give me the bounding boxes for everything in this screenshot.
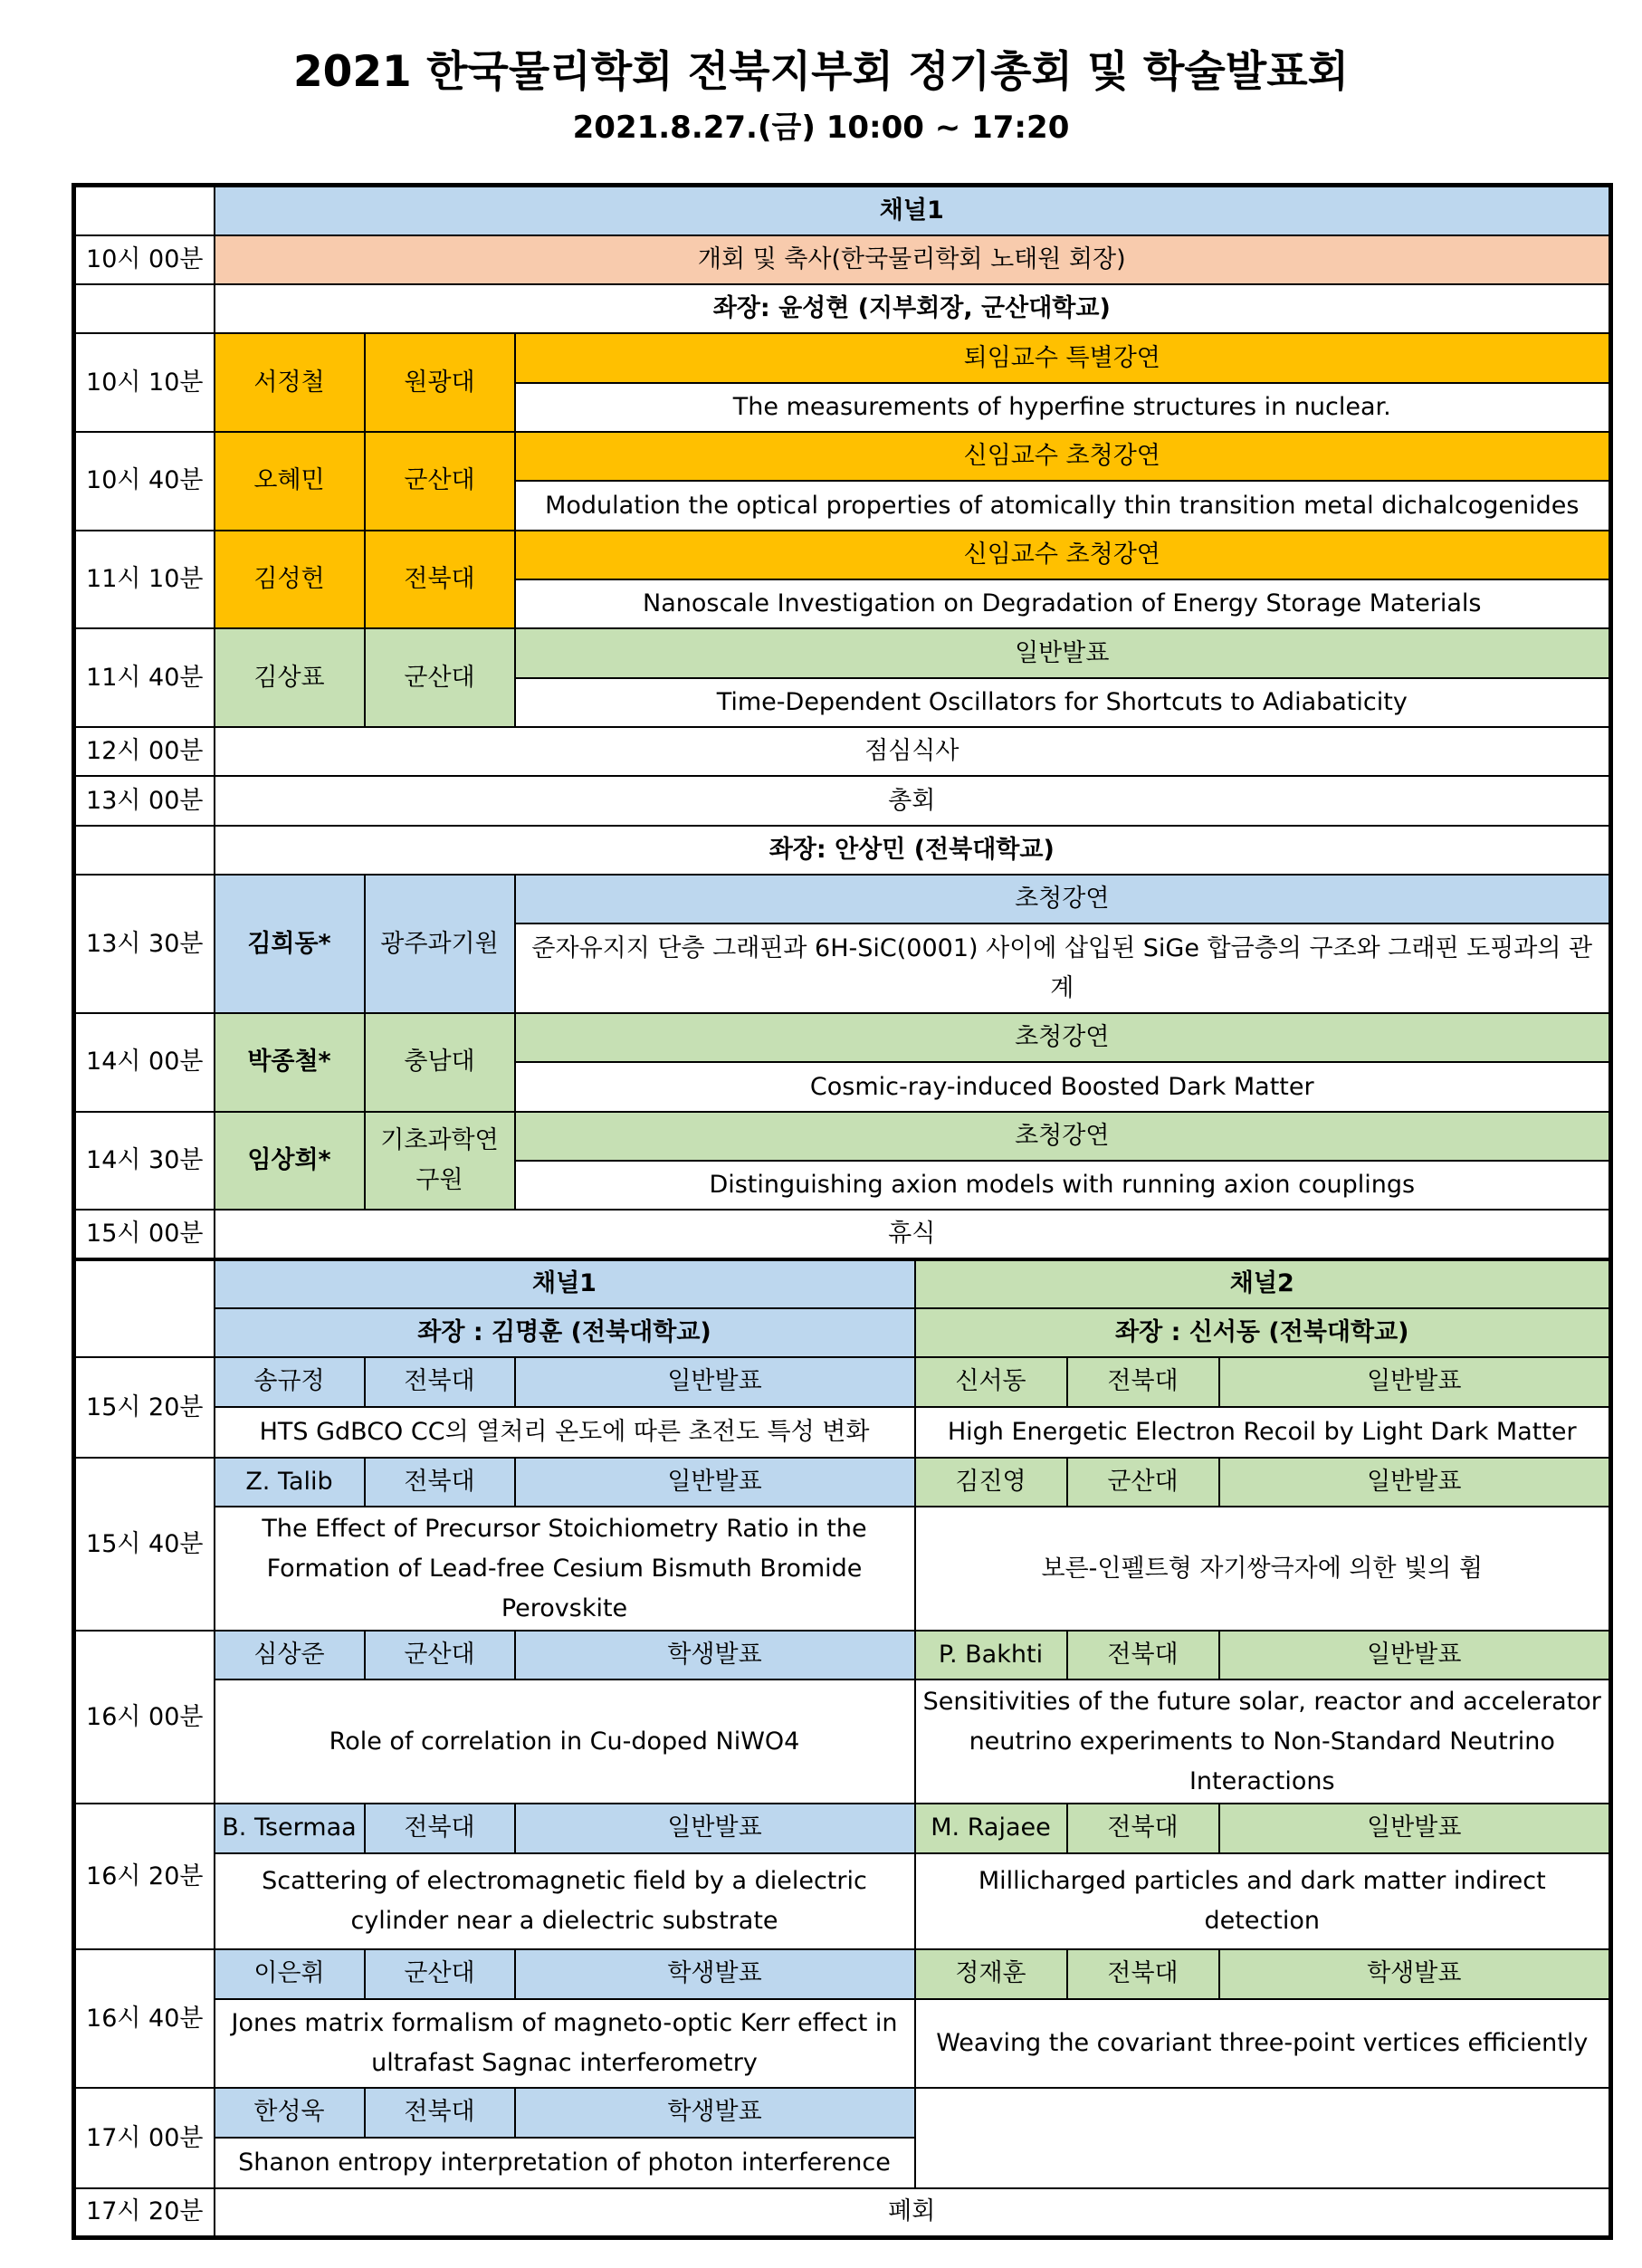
opening-cell: 개회 및 축사(한국물리학회 노태원 회장): [215, 235, 1611, 284]
affiliation-cell: 군산대: [365, 432, 515, 531]
speaker-cell: Z. Talib: [215, 1458, 365, 1507]
talk-type-cell: 퇴임교수 특별강연: [515, 333, 1611, 382]
speaker-cell: 한성욱: [215, 2088, 365, 2137]
talk-row: [74, 531, 1611, 579]
chair-afternoon: 좌장: 안상민 (전북대학교): [215, 826, 1611, 875]
affiliation-cell: 전북대: [1067, 1804, 1219, 1852]
talk-row: [74, 1804, 1611, 1852]
talk-type-cell: 일반발표: [515, 1357, 915, 1406]
talk-type-cell: 학생발표: [1219, 1949, 1611, 1998]
talk-type-cell: 초청강연: [515, 875, 1611, 923]
time-cell: 10시 10분: [74, 333, 215, 432]
talk-row: [74, 1458, 1611, 1507]
speaker-cell: P. Bakhti: [915, 1631, 1067, 1679]
affiliation-cell: 기초과학연구원: [365, 1112, 515, 1211]
time-cell: [74, 284, 215, 333]
talk-title-cell: High Energetic Electron Recoil by Light Dark Matter: [915, 1407, 1611, 1458]
time-cell: 17시 20분: [74, 2188, 215, 2238]
time-header-cell: [74, 186, 215, 235]
talk-row: [74, 1357, 1611, 1406]
channel1-header: 채널1: [215, 186, 1611, 235]
talk-title-cell: The Effect of Precursor Stoichiometry Ratio in the Formation of Lead-free Cesium Bismuth Bromide Perovskite: [215, 1507, 915, 1631]
speaker-cell: 박종철*: [215, 1013, 365, 1112]
talk-row: [74, 2088, 1611, 2137]
talk-type-cell: 일반발표: [1219, 1631, 1611, 1679]
lunch-cell: 점심식사: [215, 727, 1611, 776]
speaker-cell: 김상표: [215, 628, 365, 727]
talk-title-cell: The measurements of hyperfine structures in nuclear.: [515, 383, 1611, 432]
time-cell: [74, 1259, 215, 1358]
time-cell: 16시 40분: [74, 1949, 215, 2088]
page-title: 2021 한국물리학회 전북지부회 정기총회 및 학술발표회: [292, 47, 1350, 97]
talk-row: [74, 1013, 1611, 1062]
talk-title-cell: Scattering of electromagnetic field by a dielectric cylinder near a dielectric substrate: [215, 1853, 915, 1950]
empty-slot-cell: [915, 2088, 1611, 2188]
talk-title-cell: Nanoscale Investigation on Degradation of Energy Storage Materials: [515, 579, 1611, 628]
speaker-cell: B. Tsermaa: [215, 1804, 365, 1852]
affiliation-cell: 전북대: [1067, 1631, 1219, 1679]
speaker-cell: 심상준: [215, 1631, 365, 1679]
talk-title-cell: 보른-인펠트형 자기쌍극자에 의한 빛의 휨: [915, 1507, 1611, 1631]
talk-type-cell: 일반발표: [1219, 1804, 1611, 1852]
break-cell: 휴식: [215, 1210, 1611, 1258]
time-cell: 15시 00분: [74, 1210, 215, 1258]
talk-title-cell: Role of correlation in Cu-doped NiWO4: [215, 1679, 915, 1804]
talk-title-cell: 준자유지지 단층 그래핀과 6H-SiC(0001) 사이에 삽입된 SiGe 합금층의 구조와 그래핀 도핑과의 관계: [515, 923, 1611, 1013]
talk-type-cell: 학생발표: [515, 1949, 915, 1998]
talk-type-cell: 학생발표: [515, 2088, 915, 2137]
time-cell: 11시 40분: [74, 628, 215, 727]
affiliation-cell: 광주과기원: [365, 875, 515, 1013]
speaker-cell: 김희동*: [215, 875, 365, 1013]
talk-type-cell: 초청강연: [515, 1013, 1611, 1062]
time-cell: 10시 00분: [74, 235, 215, 284]
talk-type-cell: 일반발표: [515, 628, 1611, 677]
time-cell: 11시 10분: [74, 531, 215, 629]
speaker-cell: 신서동: [915, 1357, 1067, 1406]
talk-title-cell: Millicharged particles and dark matter indirect detection: [915, 1853, 1611, 1950]
time-cell: 13시 00분: [74, 776, 215, 825]
speaker-cell: 이은휘: [215, 1949, 365, 1998]
affiliation-cell: 군산대: [1067, 1458, 1219, 1507]
affiliation-cell: 군산대: [365, 1631, 515, 1679]
event-date: 2021.8.27.(금) 10:00 ~ 17:20: [572, 110, 1070, 146]
time-cell: 13시 30분: [74, 875, 215, 1013]
talk-title-cell: Cosmic-ray-induced Boosted Dark Matter: [515, 1062, 1611, 1111]
talk-type-cell: 신임교수 초청강연: [515, 432, 1611, 481]
talk-type-cell: 일반발표: [1219, 1357, 1611, 1406]
talk-row: [74, 432, 1611, 481]
speaker-cell: 서정철: [215, 333, 365, 432]
talk-title-cell: Jones matrix formalism of magneto-optic Kerr effect in ultrafast Sagnac interferometry: [215, 1999, 915, 2089]
channel1-parallel-header: 채널1: [215, 1259, 915, 1308]
chair-channel1: 좌장 : 김명훈 (전북대학교): [215, 1308, 915, 1357]
time-cell: [74, 826, 215, 875]
speaker-cell: 오혜민: [215, 432, 365, 531]
time-cell: 10시 40분: [74, 432, 215, 531]
time-cell: 14시 30분: [74, 1112, 215, 1211]
time-cell: 14시 00분: [74, 1013, 215, 1112]
time-cell: 16시 00분: [74, 1631, 215, 1804]
talk-row: [74, 1631, 1611, 1679]
time-cell: 17시 00분: [74, 2088, 215, 2188]
channel2-parallel-header: 채널2: [915, 1259, 1611, 1308]
talk-type-cell: 학생발표: [515, 1631, 915, 1679]
talk-title-cell: Sensitivities of the future solar, reactor and accelerator neutrino experiments to Non-Standard Neutrino Interactions: [915, 1679, 1611, 1804]
talk-title-cell: Weaving the covariant three-point vertices efficiently: [915, 1999, 1611, 2089]
time-cell: 12시 00분: [74, 727, 215, 776]
talk-title-cell: Time-Dependent Oscillators for Shortcuts to Adiabaticity: [515, 678, 1611, 727]
talk-row: [74, 1112, 1611, 1161]
speaker-cell: 임상희*: [215, 1112, 365, 1211]
time-cell: 16시 20분: [74, 1804, 215, 1949]
assembly-cell: 총회: [215, 776, 1611, 825]
affiliation-cell: 충남대: [365, 1013, 515, 1112]
talk-type-cell: 초청강연: [515, 1112, 1611, 1161]
talk-type-cell: 일반발표: [515, 1458, 915, 1507]
talk-title-cell: Modulation the optical properties of atomically thin transition metal dichalcogenides: [515, 481, 1611, 530]
talk-title-cell: HTS GdBCO CC의 열처리 온도에 따른 초전도 특성 변화: [215, 1407, 915, 1458]
speaker-cell: 정재훈: [915, 1949, 1067, 1998]
affiliation-cell: 전북대: [365, 1357, 515, 1406]
chair-morning: 좌장: 윤성현 (지부회장, 군산대학교): [215, 284, 1611, 333]
speaker-cell: 김성헌: [215, 531, 365, 629]
time-cell: 15시 20분: [74, 1357, 215, 1458]
talk-type-cell: 일반발표: [515, 1804, 915, 1852]
speaker-cell: 김진영: [915, 1458, 1067, 1507]
affiliation-cell: 군산대: [365, 1949, 515, 1998]
talk-type-cell: 일반발표: [1219, 1458, 1611, 1507]
speaker-cell: M. Rajaee: [915, 1804, 1067, 1852]
affiliation-cell: 전북대: [365, 1458, 515, 1507]
talk-row: [74, 628, 1611, 677]
affiliation-cell: 전북대: [365, 1804, 515, 1852]
talk-row: [74, 875, 1611, 923]
chair-channel2: 좌장 : 신서동 (전북대학교): [915, 1308, 1611, 1357]
schedule-table: [72, 183, 1613, 2240]
talk-row: [74, 1949, 1611, 1998]
speaker-cell: 송규정: [215, 1357, 365, 1406]
affiliation-cell: 원광대: [365, 333, 515, 432]
talk-title-cell: Distinguishing axion models with running axion couplings: [515, 1161, 1611, 1210]
affiliation-cell: 군산대: [365, 628, 515, 727]
affiliation-cell: 전북대: [1067, 1949, 1219, 1998]
talk-row: [74, 333, 1611, 382]
talk-type-cell: 신임교수 초청강연: [515, 531, 1611, 579]
time-cell: 15시 40분: [74, 1458, 215, 1631]
affiliation-cell: 전북대: [365, 531, 515, 629]
affiliation-cell: 전북대: [1067, 1357, 1219, 1406]
closing-cell: 폐회: [215, 2188, 1611, 2238]
talk-title-cell: Shanon entropy interpretation of photon interference: [215, 2138, 915, 2188]
affiliation-cell: 전북대: [365, 2088, 515, 2137]
